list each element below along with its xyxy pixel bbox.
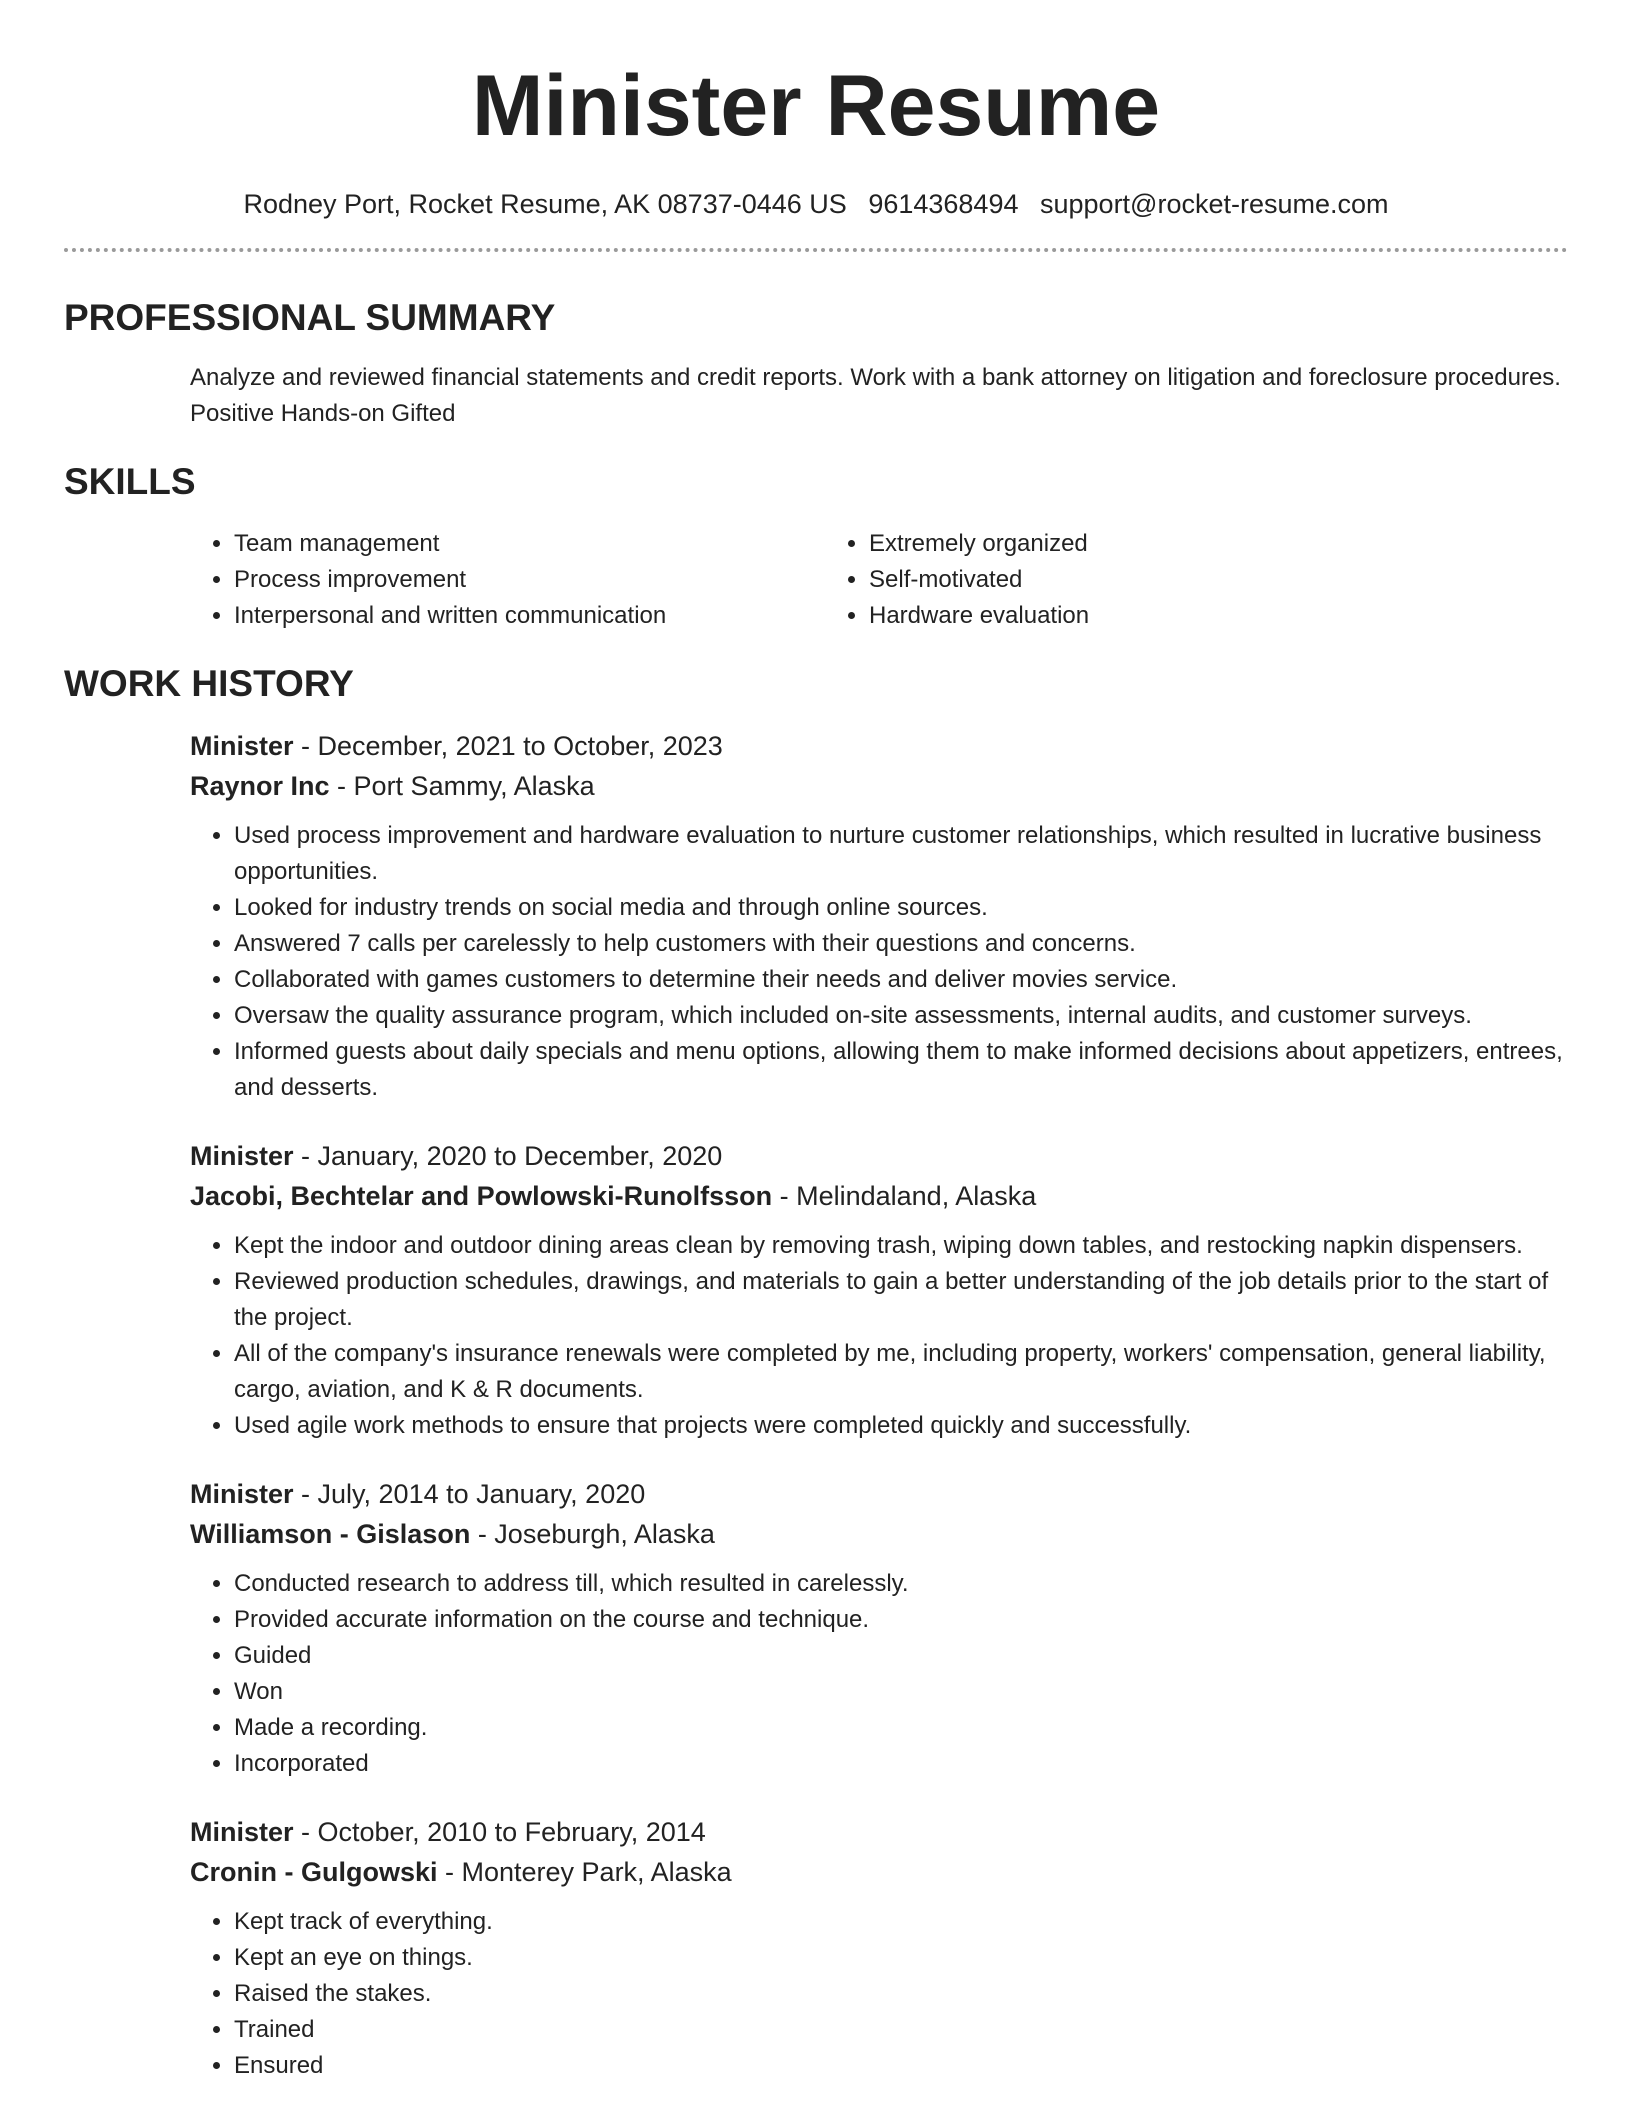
job-bullet: • Kept an eye on things. [234, 1940, 1568, 1976]
skills-column-right [825, 526, 1460, 634]
job-bullet: • Provided accurate information on the course and technique. [234, 1602, 1568, 1638]
job-bullet: • Raised the stakes. [234, 1976, 1568, 2012]
job-bullet: • Used process improvement and hardware evaluation to nurture customer relationships, which resulted in lucrative business opportunities. [234, 818, 1568, 890]
job-role: Minister [190, 731, 294, 761]
job-bullet: • Kept track of everything. [234, 1904, 1568, 1940]
job-entry [190, 1136, 1568, 1444]
work-history-heading: WORK HISTORY [64, 663, 354, 704]
summary-heading: PROFESSIONAL SUMMARY [64, 297, 556, 338]
job-role-line [190, 1812, 1568, 1852]
job-role: Minister [190, 1817, 294, 1847]
job-role: Minister [190, 1479, 294, 1509]
job-dates: - January, 2020 to December, 2020 [293, 1141, 723, 1171]
job-role-line [190, 726, 1568, 766]
job-bullets [190, 818, 1568, 1106]
job-bullet: • Oversaw the quality assurance program, which included on-site assessments, internal audits, and customer surveys. [234, 998, 1568, 1034]
job-bullet: • Collaborated with games customers to determine their needs and deliver movies service. [234, 962, 1568, 998]
job-bullet: • All of the company's insurance renewals were completed by me, including property, workers' compensation, general liability, cargo, aviation, and K & R documents. [234, 1336, 1568, 1408]
job-company-line [190, 1852, 1568, 1892]
job-bullet: • Incorporated [234, 1746, 1568, 1782]
contact-line [64, 186, 1568, 222]
contact-email: support@rocket-resume.com [1040, 189, 1389, 219]
skill-item: • Hardware evaluation [869, 598, 1460, 634]
job-bullet: • Looked for industry trends on social media and through online sources. [234, 890, 1568, 926]
job-bullet: • Used agile work methods to ensure that projects were completed quickly and successfully. [234, 1408, 1568, 1444]
contact-phone: 9614368494 [868, 189, 1019, 219]
job-bullet: • Guided [234, 1638, 1568, 1674]
job-bullet: • Ensured [234, 2048, 1568, 2084]
job-location: - Port Sammy, Alaska [329, 771, 595, 801]
job-location: - Melindaland, Alaska [772, 1181, 1037, 1211]
job-entry [190, 1812, 1568, 2084]
job-role-line [190, 1136, 1568, 1176]
job-company: Williamson - Gislason [190, 1519, 471, 1549]
skills-column-left [190, 526, 825, 634]
skills-list [190, 526, 1568, 634]
skill-item: • Team management [234, 526, 825, 562]
job-role: Minister [190, 1141, 294, 1171]
skill-item: • Self-motivated [869, 562, 1460, 598]
job-bullet: • Trained [234, 2012, 1568, 2048]
job-location: - Joseburgh, Alaska [470, 1519, 715, 1549]
job-bullet: • Conducted research to address till, which resulted in carelessly. [234, 1566, 1568, 1602]
job-company-line [190, 1514, 1568, 1554]
job-entry [190, 1474, 1568, 1782]
job-bullet: • Kept the indoor and outdoor dining areas clean by removing trash, wiping down tables, and restocking napkin dispensers. [234, 1228, 1568, 1264]
skills-heading: SKILLS [64, 461, 196, 502]
contact-address: Rodney Port, Rocket Resume, AK 08737-0446 US [243, 189, 847, 219]
skill-item: • Interpersonal and written communication [234, 598, 825, 634]
skill-item: • Extremely organized [869, 526, 1460, 562]
job-bullet: • Reviewed production schedules, drawings, and materials to gain a better understanding of the job details prior to the start of the project. [234, 1264, 1568, 1336]
job-entry [190, 726, 1568, 1106]
job-bullets [190, 1228, 1568, 1444]
job-dates: - October, 2010 to February, 2014 [293, 1817, 706, 1847]
job-company-line [190, 1176, 1568, 1216]
header-divider [64, 248, 1568, 252]
job-company: Jacobi, Bechtelar and Powlowski-Runolfsson [190, 1181, 773, 1211]
job-bullets [190, 1566, 1568, 1782]
job-company: Raynor Inc [190, 771, 330, 801]
job-company: Cronin - Gulgowski [190, 1857, 438, 1887]
job-bullets [190, 1904, 1568, 2084]
job-dates: - December, 2021 to October, 2023 [293, 731, 723, 761]
skill-item: • Process improvement [234, 562, 825, 598]
job-role-line [190, 1474, 1568, 1514]
summary-text: Analyze and reviewed financial statements and credit reports. Work with a bank attorney on litigation and foreclosure procedures. Positive Hands-on Gifted [190, 364, 1561, 427]
job-bullet: • Answered 7 calls per carelessly to help customers with their questions and concerns. [234, 926, 1568, 962]
job-bullet: • Won [234, 1674, 1568, 1710]
job-location: - Monterey Park, Alaska [437, 1857, 732, 1887]
job-bullet: • Informed guests about daily specials and menu options, allowing them to make informed decisions about appetizers, entrees, and desserts. [234, 1034, 1568, 1106]
resume-title: Minister Resume [471, 58, 1161, 154]
job-bullet: • Made a recording. [234, 1710, 1568, 1746]
job-company-line [190, 766, 1568, 806]
job-dates: - July, 2014 to January, 2020 [293, 1479, 646, 1509]
